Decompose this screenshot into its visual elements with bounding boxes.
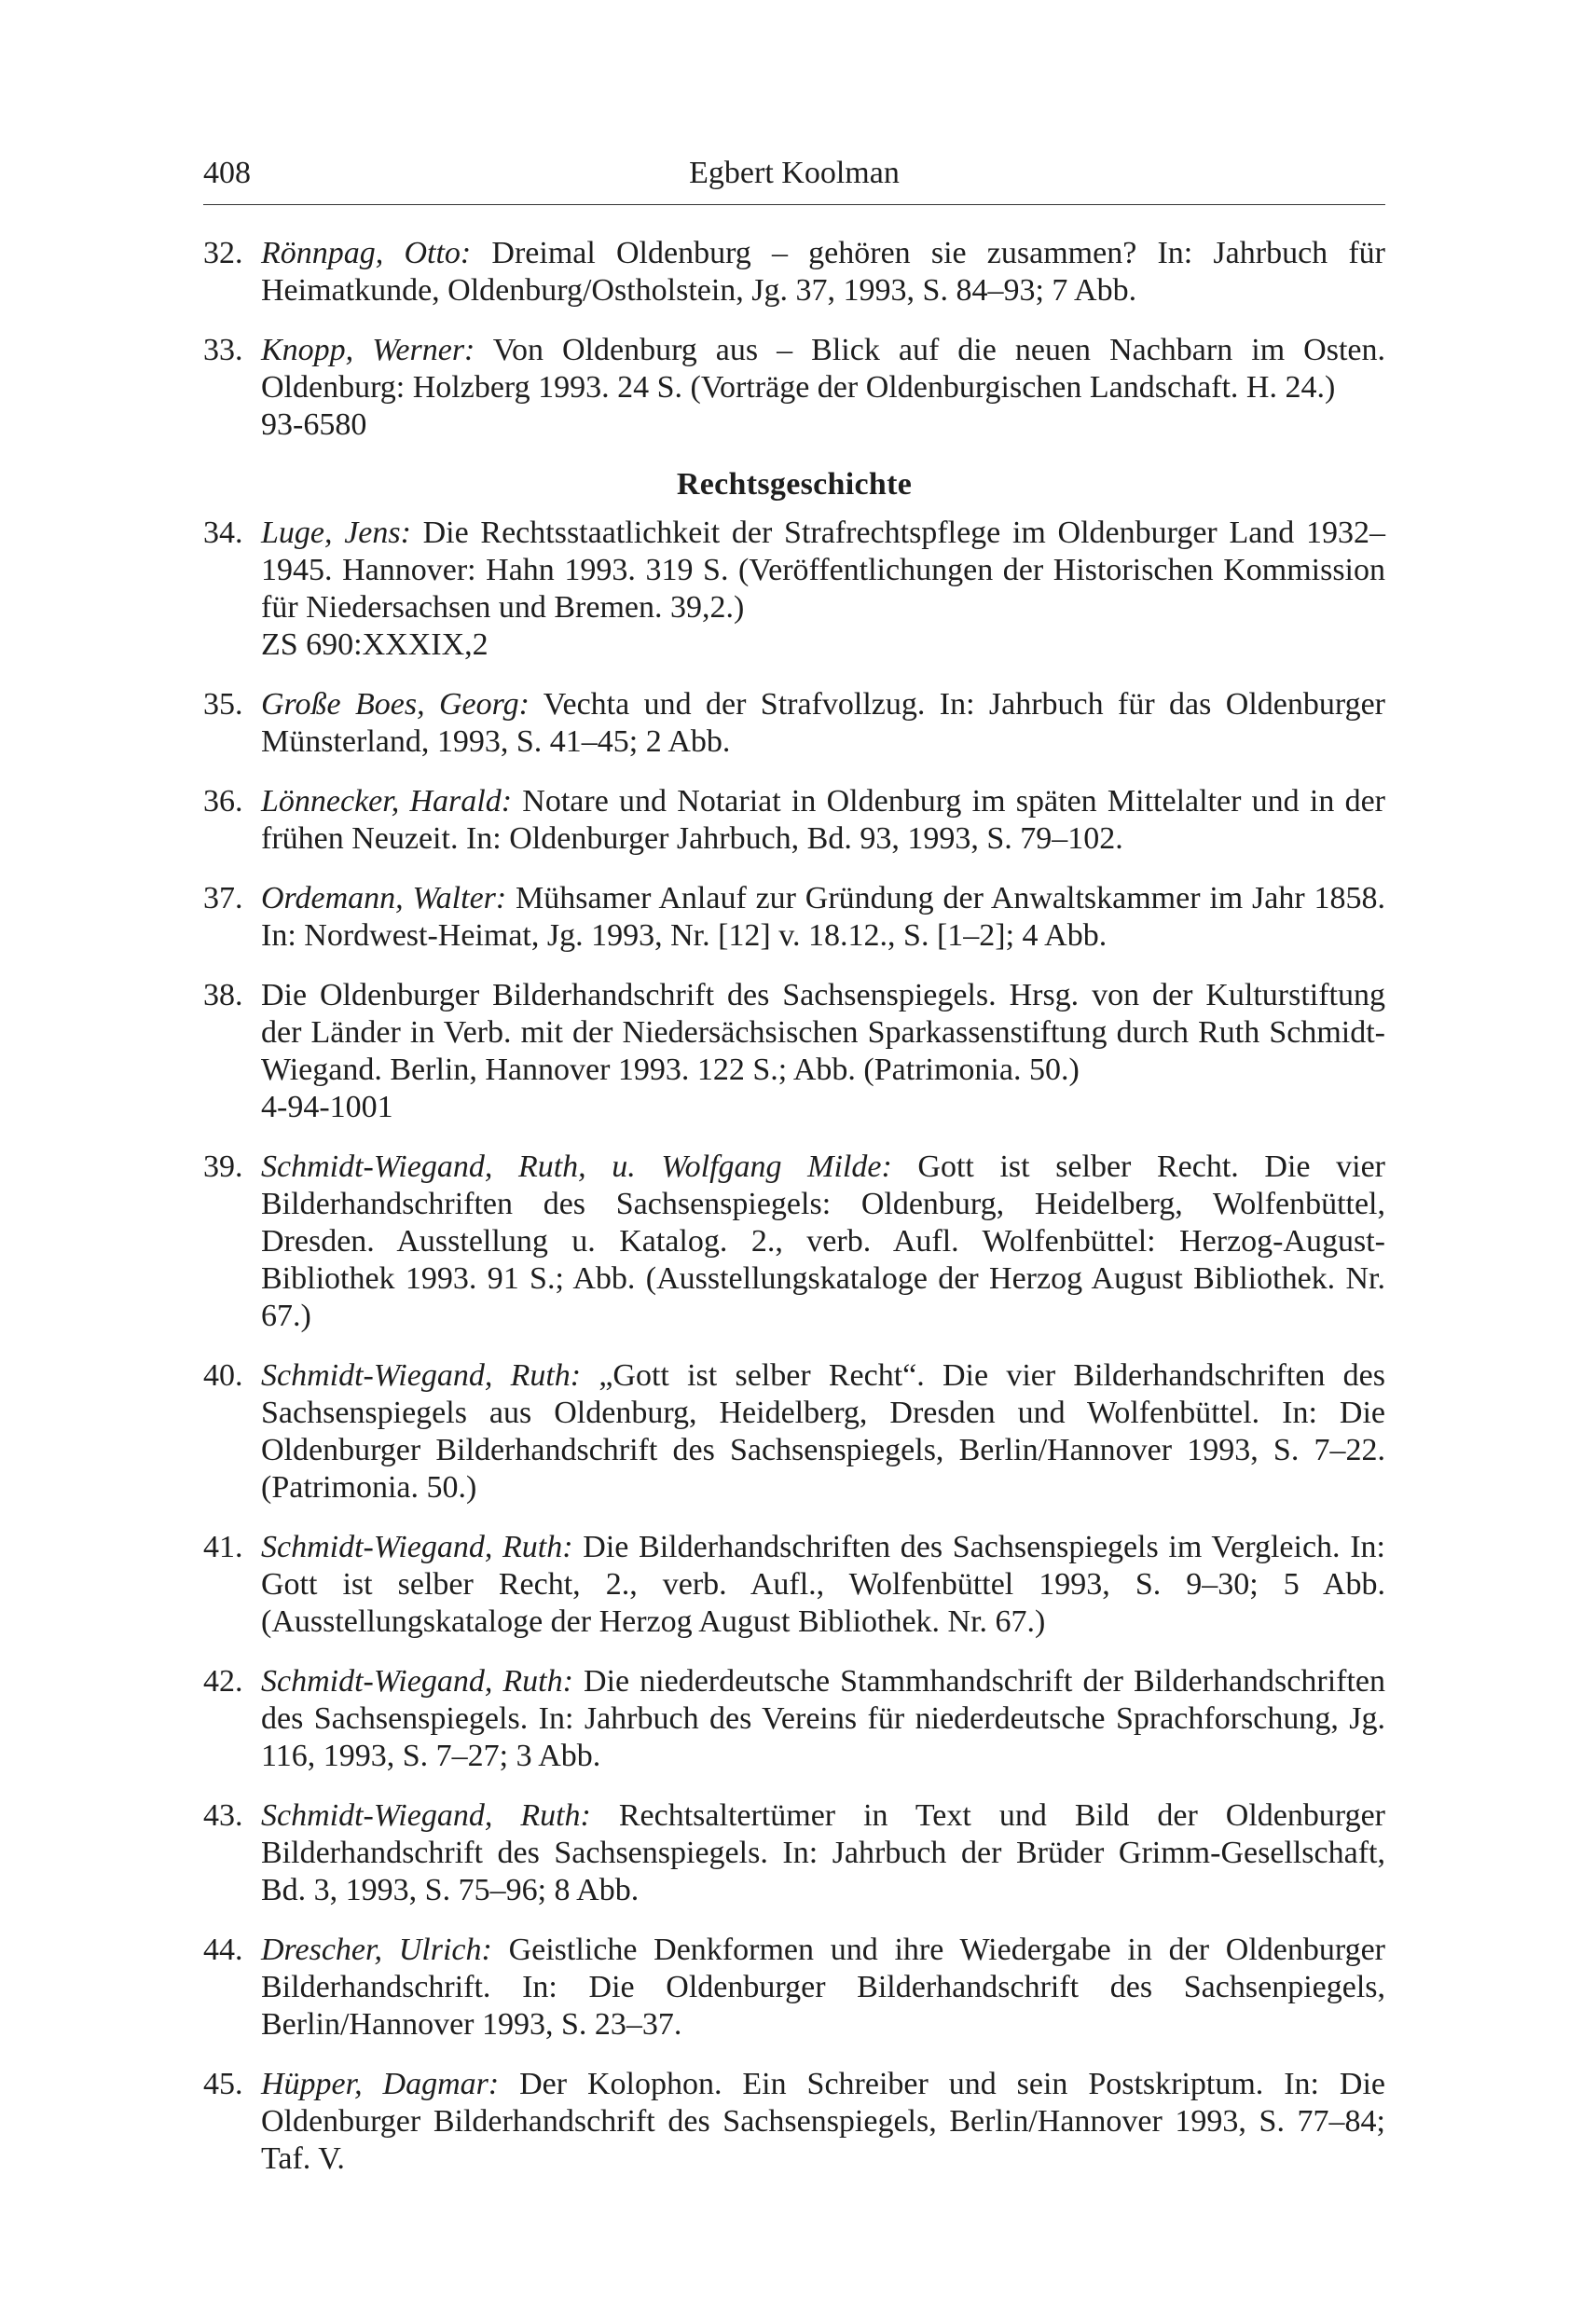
entry-body [261, 977, 1385, 1089]
entries-rechtsgeschichte [203, 515, 1385, 2178]
entry-author: Rönnpag, Otto: [261, 236, 472, 270]
entry-text: Notare und Notariat in Oldenburg im späten Mittelalter und in der frühen Neuzeit. In: Oldenburger Jahrbuch, Bd. 93, 1993, S. 79–102. [261, 784, 1386, 856]
bibliography-entry [203, 1663, 1385, 1775]
entry-author: Ordemann, Walter: [261, 881, 507, 915]
entry-number: 38. [203, 978, 243, 1012]
entry-text: Die Rechtsstaatlichkeit der Strafrechtspflege im Oldenburger Land 1932–1945. Hannover: Hahn 1993. 319 S. (Veröffentlichungen der Historischen Kommission für Niedersachsen und Bremen. 39,2.) [261, 516, 1385, 625]
entry-body [261, 1529, 1385, 1641]
entry-text: Gott ist selber Recht. Die vier Bilderhandschriften des Sachsenspiegels: Oldenburg, Heidelberg, Wolfenbüttel, Dresden. Ausstellung u. Katalog. 2., verb. Aufl. Wolfenbüttel: Herzog-August-Bibliothek 1993. 91 S.; Abb. (Ausstellungskataloge der Herzog August Bibliothek. Nr. 67.) [261, 1149, 1385, 1333]
bibliography-entry [203, 515, 1385, 664]
entry-number: 34. [203, 516, 243, 550]
bibliography-entry [203, 332, 1385, 444]
entry-author: Schmidt-Wiegand, Ruth: [261, 1358, 582, 1393]
entry-body [261, 1932, 1385, 2044]
bibliography-content [203, 235, 1385, 2200]
entry-text: Geistliche Denkformen und ihre Wiedergabe in der Oldenburger Bilderhandschrift. In: Die Oldenburger Bilderhandschrift des Sachsenpiegels, Berlin/Hannover 1993, S. 23–37. [261, 1933, 1385, 2042]
page-header [203, 151, 1385, 196]
entry-number: 39. [203, 1149, 243, 1184]
page-number: 408 [203, 156, 251, 190]
entry-author: Luge, Jens: [261, 516, 411, 550]
entry-text: Vechta und der Strafvollzug. In: Jahrbuch für das Oldenburger Münsterland, 1993, S. 41–45; 2 Abb. [261, 687, 1385, 759]
entry-body [261, 686, 1385, 761]
entry-body [261, 1663, 1385, 1775]
entry-body [261, 1357, 1385, 1507]
entry-number: 37. [203, 881, 243, 915]
entry-text: Rechtsaltertümer in Text und Bild der Oldenburger Bilderhandschrift des Sachsenspiegels. In: Jahrbuch der Brüder Grimm-Gesellschaft, Bd. 3, 1993, S. 75–96; 8 Abb. [261, 1798, 1385, 1907]
entry-number: 35. [203, 687, 243, 722]
entry-author: Schmidt-Wiegand, Ruth: [261, 1664, 573, 1699]
entry-number: 33. [203, 333, 243, 367]
entry-number: 44. [203, 1933, 243, 1967]
entry-text: Der Kolophon. Ein Schreiber und sein Postskriptum. In: Die Oldenburger Bilderhandschrift des Sachsenspiegels, Berlin/Hannover 1993, S. 77–84; Taf. V. [261, 2067, 1385, 2176]
entry-number: 40. [203, 1358, 243, 1393]
entry-author: Hüpper, Dagmar: [261, 2067, 500, 2101]
entry-number: 32. [203, 236, 243, 270]
entry-body [261, 1797, 1385, 1909]
entry-number: 45. [203, 2067, 243, 2101]
entry-number: 41. [203, 1530, 243, 1564]
entry-body [261, 1149, 1385, 1335]
entry-text: „Gott ist selber Recht“. Die vier Bilderhandschriften des Sachsenspiegels aus Oldenburg, Heidelberg, Dresden und Wolfenbüttel. In: Die Oldenburger Bilderhandschrift des Sachsenspiegels, Berlin/Hannover 1993, S. 7–22. (Patrimonia. 50.) [261, 1358, 1385, 1505]
bibliography-entry [203, 235, 1385, 310]
entry-number: 43. [203, 1798, 243, 1833]
entry-text: Von Oldenburg aus – Blick auf die neuen Nachbarn im Osten. Oldenburg: Holzberg 1993. 24 S. (Vorträge der Oldenburgischen Landschaft. H. 24.) [261, 333, 1385, 405]
entry-author: Drescher, Ulrich: [261, 1933, 492, 1967]
entry-author: Schmidt-Wiegand, Ruth: [261, 1798, 591, 1833]
entry-text: Die Oldenburger Bilderhandschrift des Sachsenspiegels. Hrsg. von der Kulturstiftung der Länder in Verb. mit der Niedersächsischen Sparkassenstiftung durch Ruth Schmidt-Wiegand. Berlin, Hannover 1993. 122 S.; Abb. (Patrimonia. 50.) [261, 978, 1385, 1087]
bibliography-entry [203, 2066, 1385, 2178]
entry-body [261, 515, 1385, 626]
entry-author: Schmidt-Wiegand, Ruth, u. Wolfgang Milde: [261, 1149, 892, 1184]
entry-number: 36. [203, 784, 243, 819]
entry-number: 42. [203, 1664, 243, 1699]
entry-text: Die Bilderhandschriften des Sachsenspiegels im Vergleich. In: Gott ist selber Recht, 2., verb. Aufl., Wolfenbüttel 1993, S. 9–30; 5 Abb. (Ausstellungskataloge der Herzog August Bibliothek. Nr. 67.) [261, 1530, 1385, 1639]
bibliography-entry [203, 1149, 1385, 1335]
header-rule [203, 204, 1385, 205]
running-title: Egbert Koolman [689, 156, 900, 190]
bibliography-entry [203, 977, 1385, 1126]
entry-text: Mühsamer Anlauf zur Gründung der Anwaltskammer im Jahr 1858. In: Nordwest-Heimat, Jg. 1993, Nr. [12] v. 18.12., S. [1–2]; 4 Abb. [261, 881, 1385, 953]
entry-body [261, 235, 1385, 310]
entry-author: Lönnecker, Harald: [261, 784, 513, 819]
bibliography-entry [203, 1357, 1385, 1507]
entry-body [261, 332, 1385, 406]
bibliography-entry [203, 686, 1385, 761]
entry-body [261, 880, 1385, 955]
bibliography-entry [203, 880, 1385, 955]
bibliography-entry [203, 1797, 1385, 1909]
bibliography-entry [203, 1932, 1385, 2044]
bibliography-entry [203, 783, 1385, 858]
entry-body [261, 783, 1385, 858]
bibliography-entry [203, 1529, 1385, 1641]
entry-body [261, 2066, 1385, 2178]
entries-before-section [203, 235, 1385, 444]
section-title: Rechtsgeschichte [676, 467, 913, 502]
entry-call-number: 4-94-1001 [261, 1090, 393, 1124]
entry-call-number: ZS 690:XXXIX,2 [261, 627, 488, 662]
entry-author: Große Boes, Georg: [261, 687, 530, 722]
entry-author: Knopp, Werner: [261, 333, 475, 367]
entry-text: Die niederdeutsche Stammhandschrift der Bilderhandschriften des Sachsenspiegels. In: Jahrbuch des Vereins für niederdeutsche Sprachforschung, Jg. 116, 1993, S. 7–27; 3 Abb. [261, 1664, 1385, 1773]
entry-author: Schmidt-Wiegand, Ruth: [261, 1530, 573, 1564]
entry-call-number: 93-6580 [261, 407, 367, 442]
entry-text: Dreimal Oldenburg – gehören sie zusammen? In: Jahrbuch für Heimatkunde, Oldenburg/Ostholstein, Jg. 37, 1993, S. 84–93; 7 Abb. [261, 236, 1385, 308]
